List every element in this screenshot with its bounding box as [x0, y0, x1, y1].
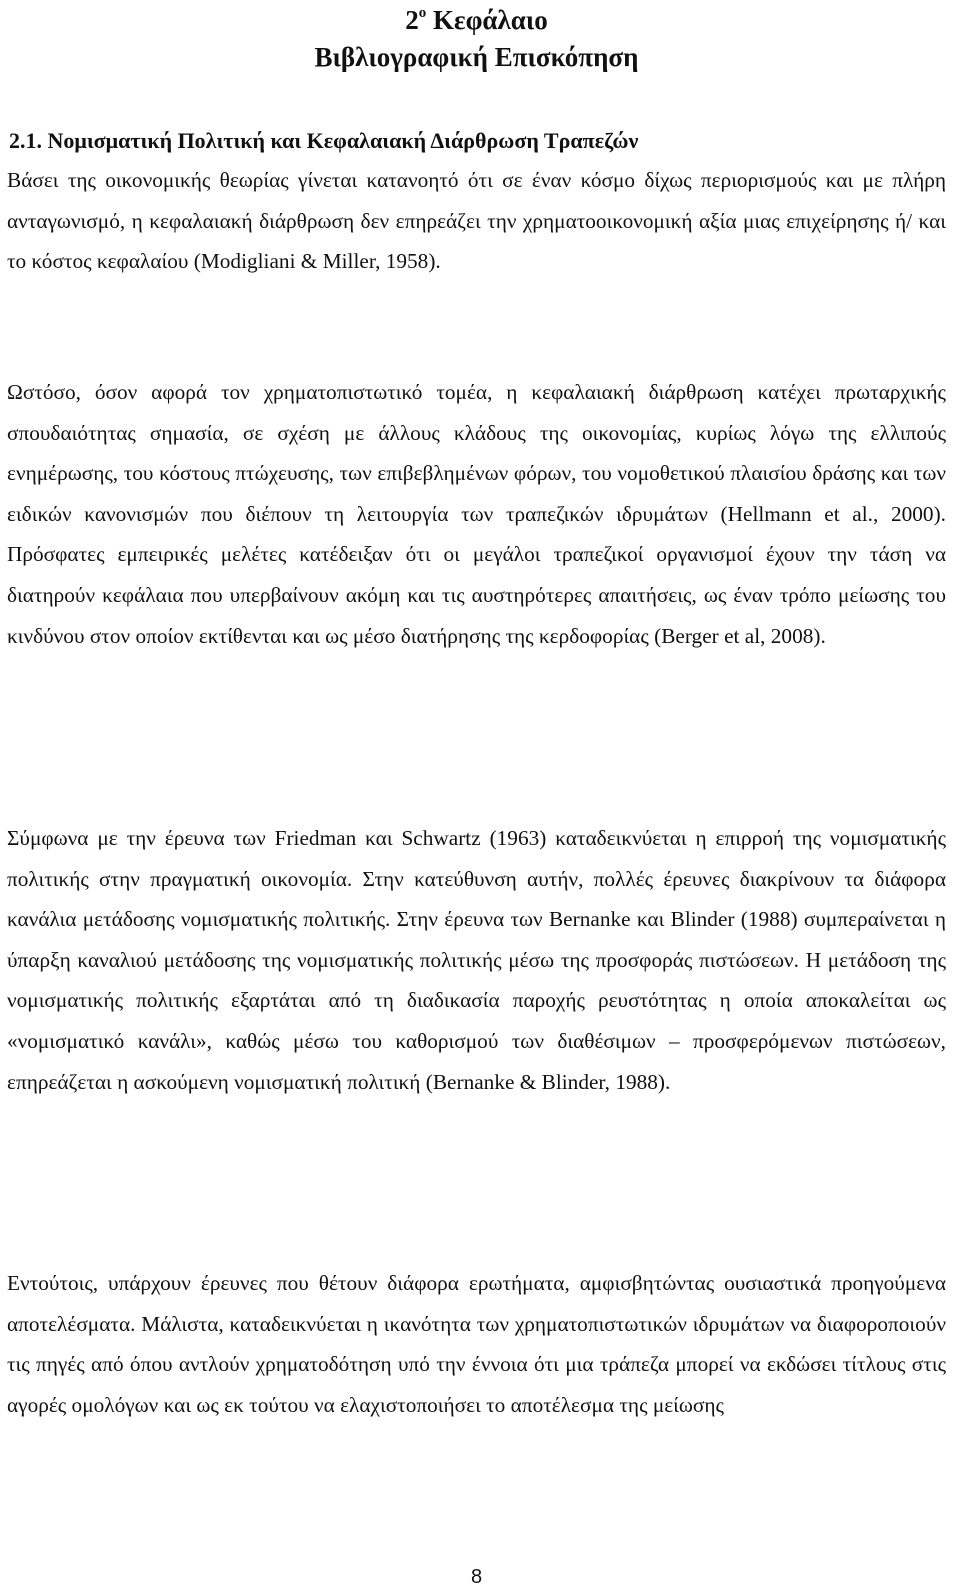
chapter-number-line: [7, 2, 946, 39]
paragraph-4: Εντούτοις, υπάρχουν έρευνες που θέτουν διάφορα ερωτήματα, αμφισβητώντας ουσιαστικά προηγούμενα αποτελέσματα. Μάλιστα, καταδεικνύεται η ικανότητα των χρηματοπιστωτικών ιδρυμάτων να διαφοροποιούν τις πηγές από όπου αντλούν χρηματοδότηση υπό την έννοια ότι μια τράπεζα μπορεί να εκδώσει τίτλους στις αγορές ομολόγων και ως εκ τούτου να ελαχιστοποιήσει το αποτέλεσμα της μείωσης: [7, 1271, 946, 1417]
chapter-word: Κεφάλαιο: [433, 5, 548, 35]
chapter-number: 2: [405, 5, 419, 35]
paragraph-3: Σύμφωνα με την έρευνα των Friedman και Schwartz (1963) καταδεικνύεται η επιρροή της νομισματικής πολιτικής στην πραγματική οικονομία. Στην κατεύθυνση αυτήν, πολλές έρευνες διακρίνουν τα διάφορα κανάλια μετάδοσης νομισματικής πολιτικής. Στην έρευνα των Bernanke και Blinder (1988) συμπεραίνεται η ύπαρξη καναλιού μετάδοσης της νομισματικής πολιτικής μέσω της προσφοράς πιστώσεων. Η μετάδοση της νομισματικής πολιτικής εξαρτάται από τη διαδικασία παροχής ρευστότητας η οποία αποκαλείται ως «νομισματικό κανάλι», καθώς μέσω του καθορισμού των διαθέσιμων – προσφερόμενων πιστώσεων, επηρεάζεται η ασκούμενη νομισματική πολιτική (Bernanke & Blinder, 1988).: [7, 826, 946, 1094]
paragraph-2: Ωστόσο, όσον αφορά τον χρηματοπιστωτικό τομέα, η κεφαλαιακή διάρθρωση κατέχει πρωταρχικής σπουδαιότητας σημασία, σε σχέση με άλλους κλάδους της οικονομίας, κυρίως λόγω της ελλιπούς ενημέρωσης, του κόστους πτώχευσης, των επιβεβλημένων φόρων, του νομοθετικού πλαισίου δράσης και των ειδικών κανονισμών που διέπουν τη λειτουργία των τραπεζικών ιδρυμάτων (Hellmann et al., 2000). Πρόσφατες εμπειρικές μελέτες κατέδειξαν ότι οι μεγάλοι τραπεζικοί οργανισμοί έχουν την τάση να διατηρούν κεφάλαια που υπερβαίνουν ακόμη και τις αυστηρότερες απαιτήσεις, ως έναν τρόπο μείωσης του κινδύνου στον οποίον εκτίθενται και ως μέσο διατήρησης της κερδοφορίας (Berger et al, 2008).: [7, 380, 946, 648]
chapter-number-superscript: ο: [418, 5, 427, 21]
paragraph-1: Βάσει της οικονομικής θεωρίας γίνεται κατανοητό ότι σε έναν κόσμο δίχως περιορισμούς και με πλήρη ανταγωνισμό, η κεφαλαιακή διάρθρωση δεν επηρεάζει την χρηματοοικονομική αξία μιας επιχείρησης ή/ και το κόστος κεφαλαίου (Modigliani & Miller, 1958).: [7, 168, 946, 274]
page-number: 8: [470, 1566, 483, 1588]
chapter-heading: [7, 2, 946, 76]
section-title: 2.1. Νομισματική Πολιτική και Κεφαλαιακή Διάρθρωση Τραπεζών: [9, 128, 639, 153]
chapter-title: Βιβλιογραφική Επισκόπηση: [314, 42, 639, 72]
document-page: [7, 0, 946, 1594]
